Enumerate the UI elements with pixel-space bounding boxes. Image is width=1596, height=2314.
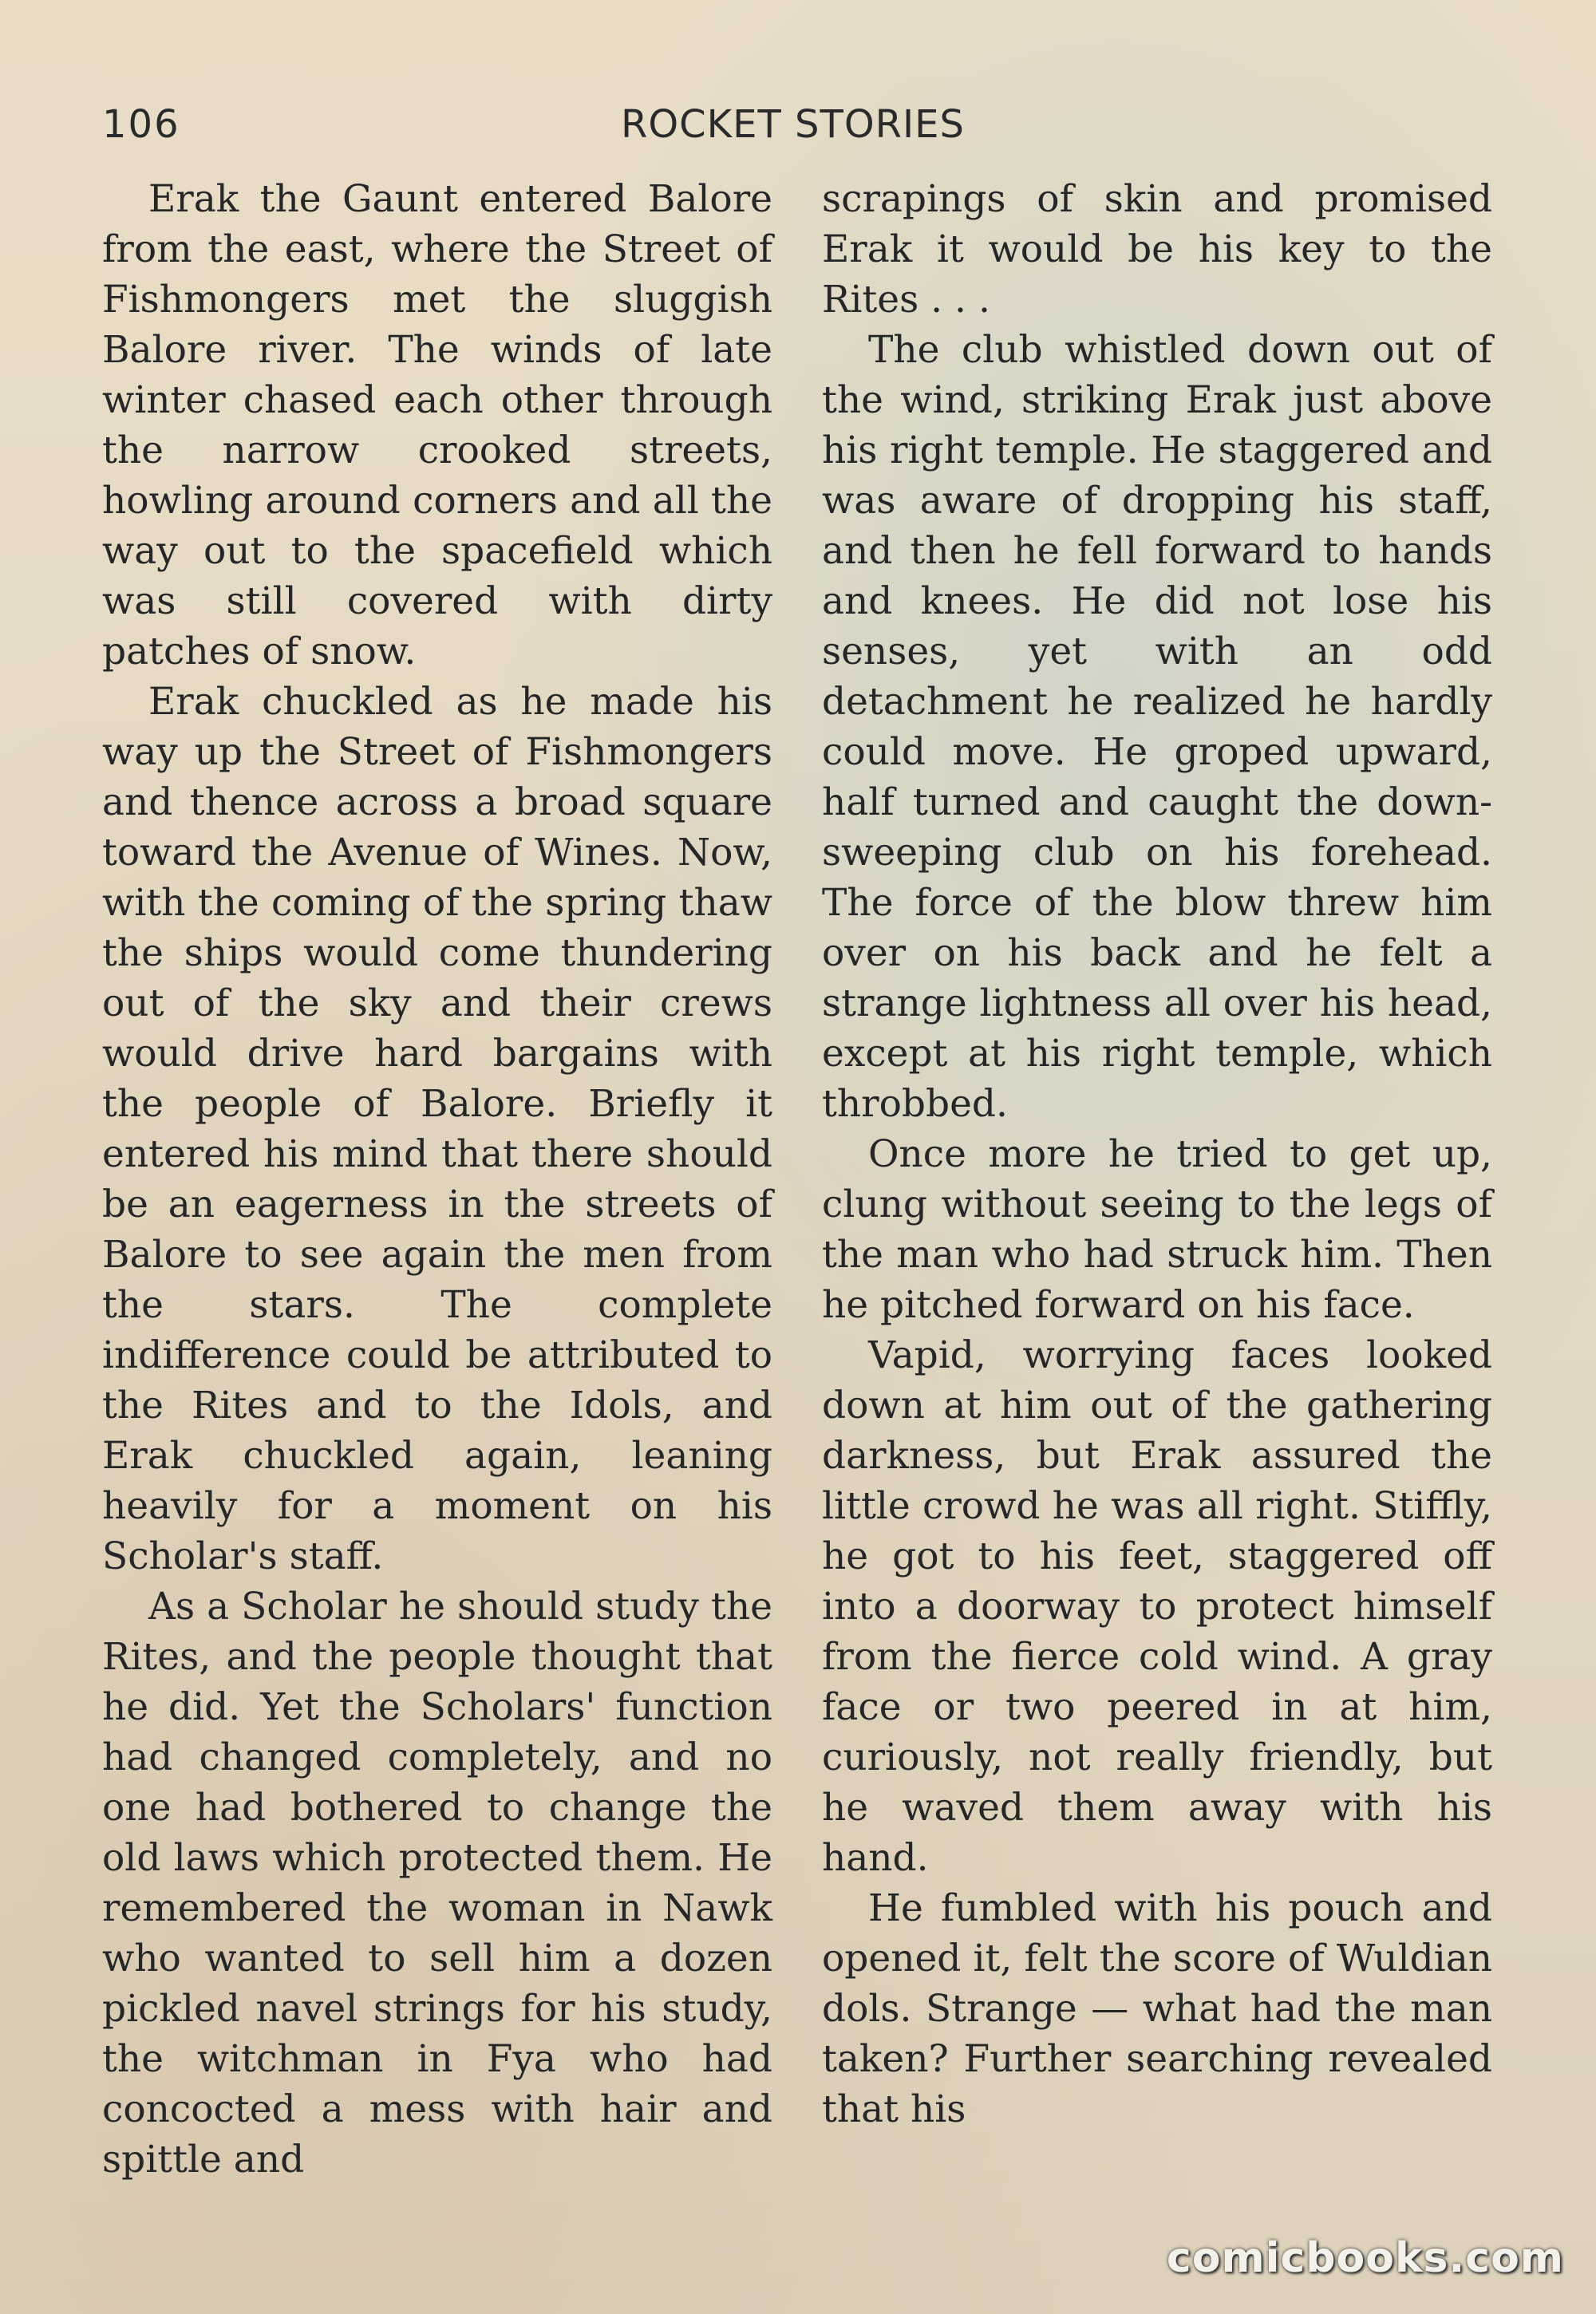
paragraph: The club whistled down out of the wind, striking Erak just above his right temple. He staggered and was aware of dropping his staff, and then he fell forward to hands and knees. He did not lose his senses, yet with an odd detachment he realized he hardly could move. He groped upward, half turned and caught the down-sweeping club on his forehead. The force of the blow threw him over on his back and he felt a strange lightness all over his head, except at his right temple, which throbbed. — [822, 328, 1492, 1126]
paragraph: As a Scholar he should study the Rites, and the people thought that he did. Yet the Scholars' function had changed completely, and no one had bothered to change the old laws which protected them. He remembered the woman in Nawk who wanted to sell him a dozen pickled navel strings for his study, the witchman in Fya who had concocted a mess with hair and spittle and — [102, 1585, 772, 2182]
page-number: 106 — [102, 102, 180, 147]
paragraph: Erak chuckled as he made his way up the Street of Fishmongers and thence across a broad square toward the Avenue of Wines. Now, with the coming of the spring thaw the ships would come thundering out of the sky and their crews would drive hard bargains with the people of Balore. Briefly it entered his mind that there should be an eagerness in the streets of Balore to see again the men from the stars. The complete indifference could be attributed to the Rites and to the Idols, and Erak chuckled again, leaning heavily for a moment on his Scholar's staff. — [102, 680, 772, 1578]
page-header — [102, 102, 1475, 158]
paragraph-continued: scrapings of skin and promised Erak it would be his key to the Rites . . . — [822, 177, 1492, 322]
right-column — [822, 174, 1492, 2134]
paragraph: Erak the Gaunt entered Balore from the east, where the Street of Fishmongers met the sluggish Balore river. The winds of late winter chased each other through the narrow crooked streets, howling around corners and all the way out to the spacefield which was still covered with dirty patches of snow. — [102, 177, 772, 673]
paragraph: Once more he tried to get up, clung without seeing to the legs of the man who had struck him. Then he pitched forward on his face. — [822, 1132, 1492, 1327]
running-head: ROCKET STORIES — [621, 102, 965, 147]
watermark: comicbooks.com — [1166, 2234, 1564, 2282]
left-column — [102, 174, 772, 2185]
paragraph: He fumbled with his pouch and opened it, felt the score of Wuldian dols. Strange — what had the man taken? Further searching revealed that his — [822, 1886, 1492, 2131]
paragraph: Vapid, worrying faces looked down at him out of the gathering darkness, but Erak assured the little crowd he was all right. Stiffly, he got to his feet, staggered off into a doorway to protect himself from the fierce cold wind. A gray face or two peered in at him, curiously, not really friendly, but he waved them away with his hand. — [822, 1333, 1492, 1880]
